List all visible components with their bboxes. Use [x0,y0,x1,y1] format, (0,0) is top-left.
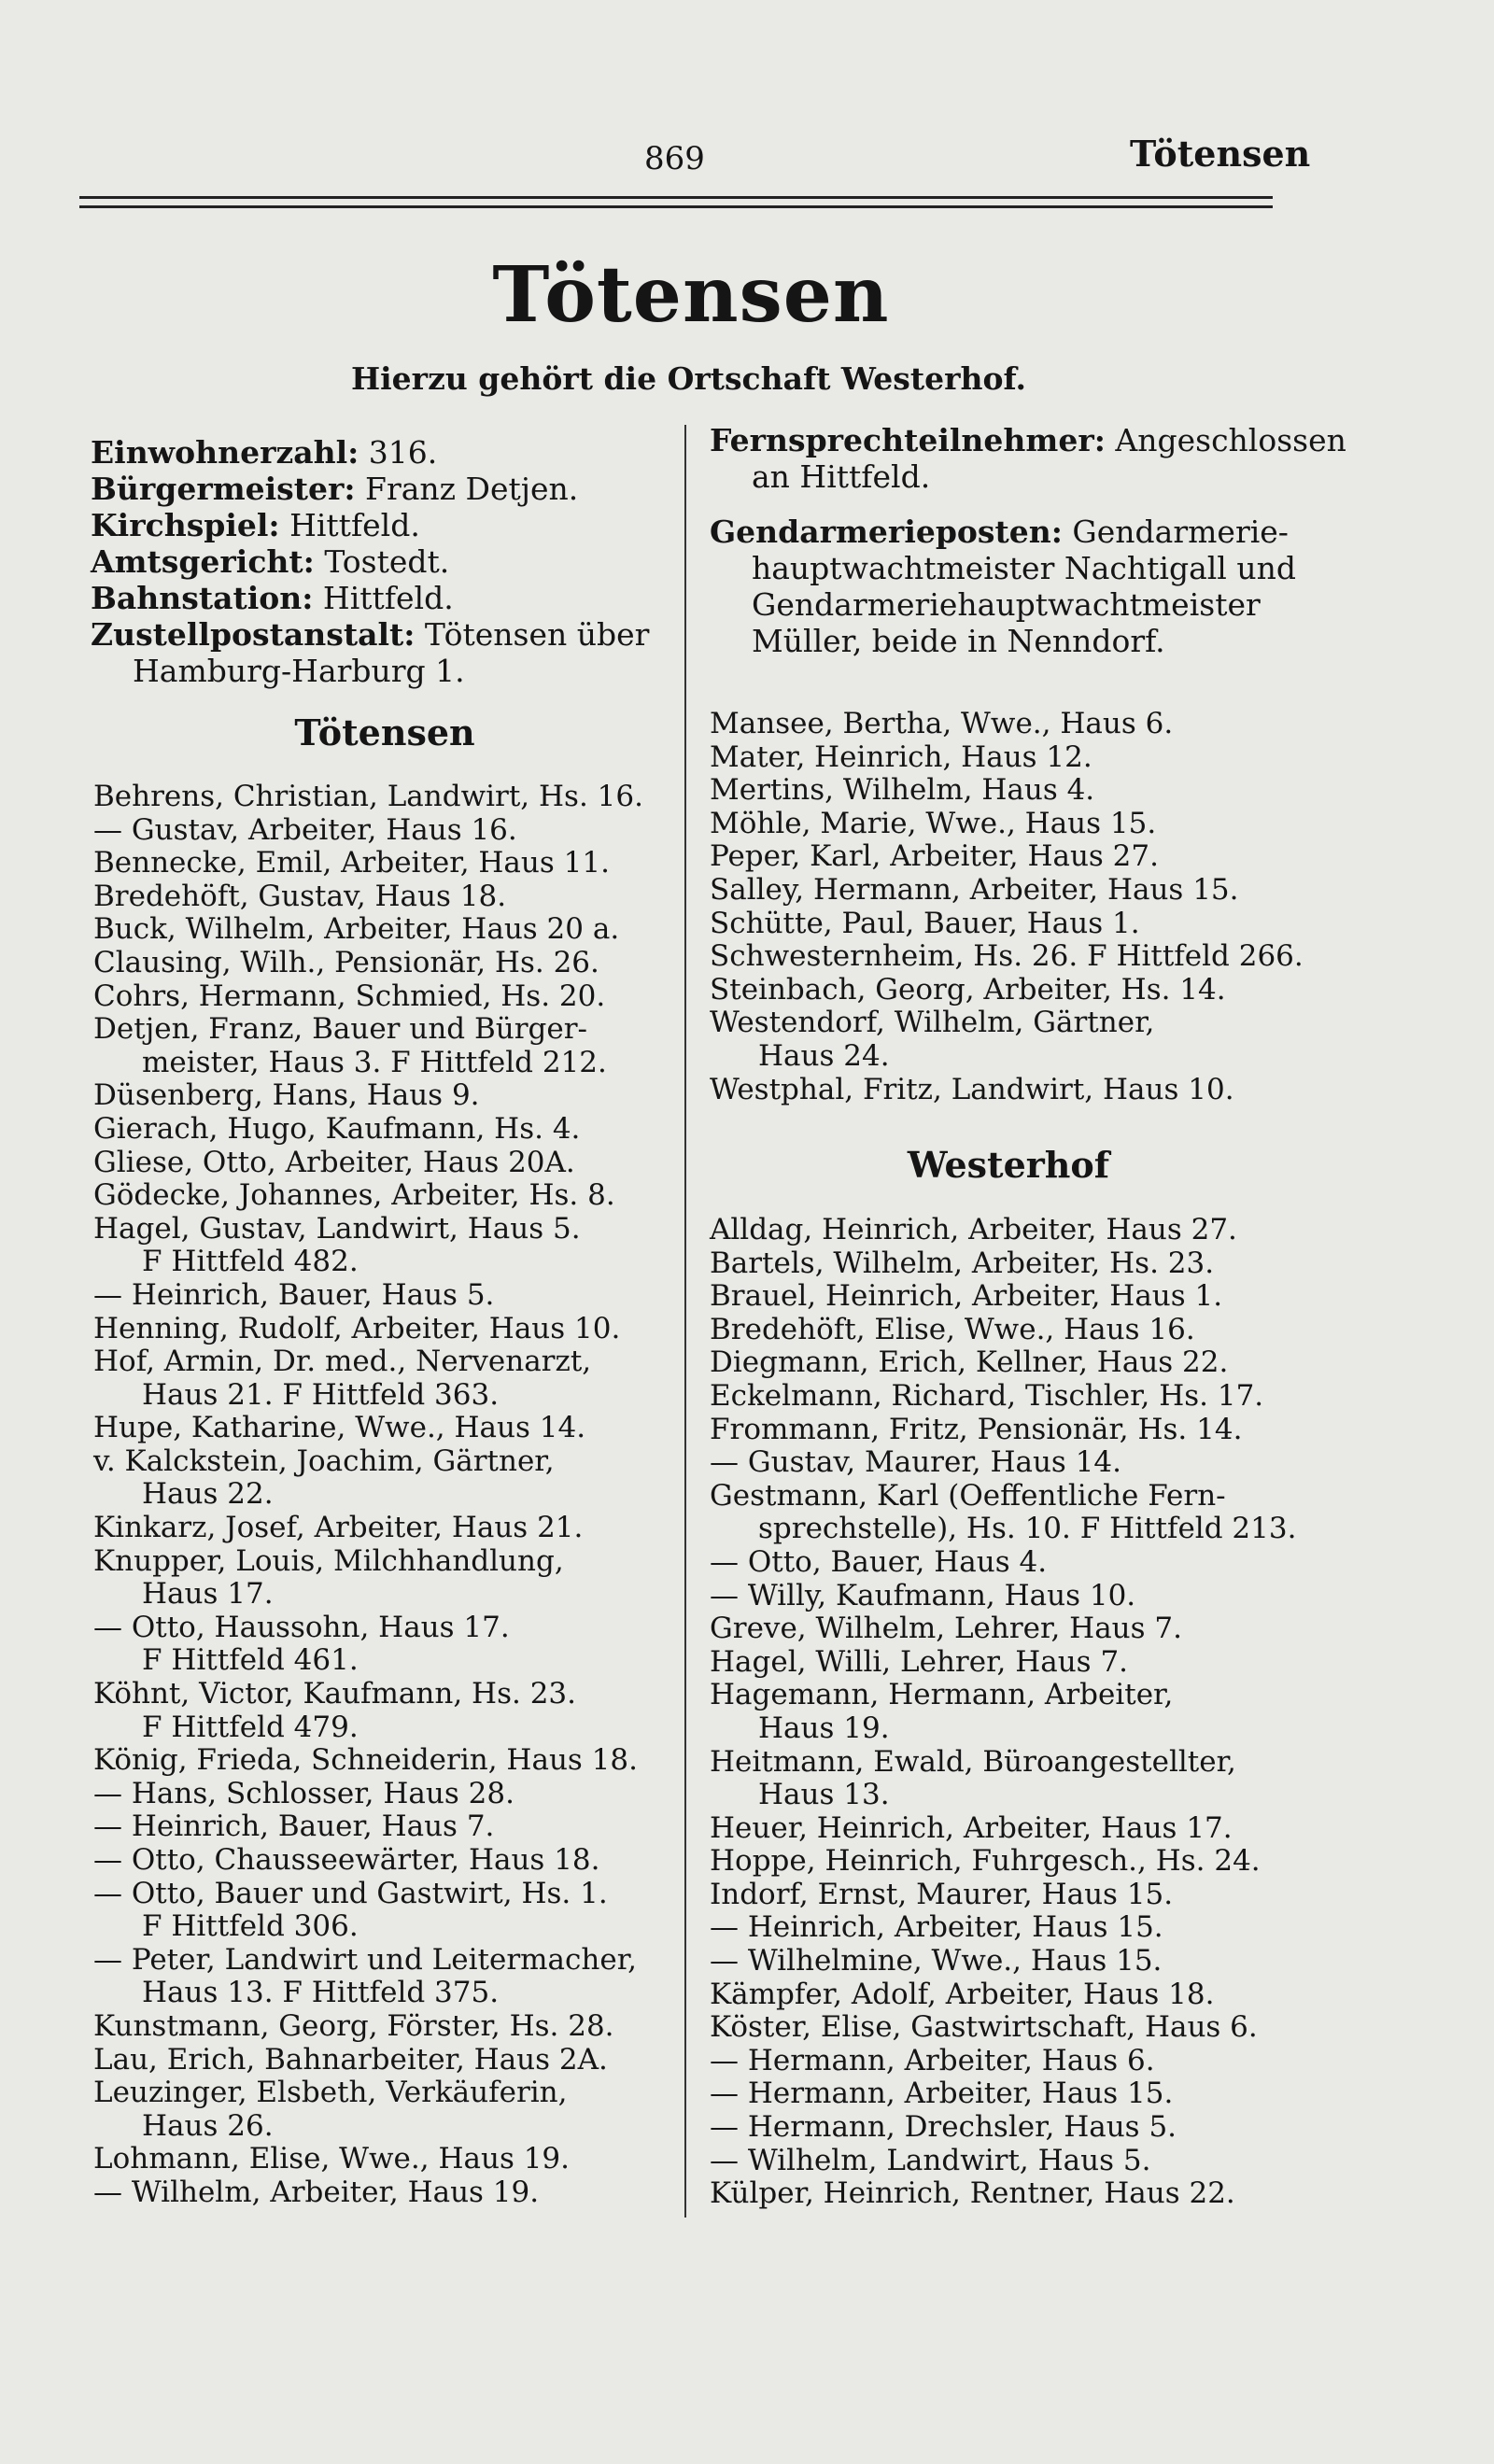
entry-text: — Otto, Haussohn, Haus 17. [93,1610,510,1644]
section-title-westerhof: Westerhof [907,1144,1110,1186]
info-row-gendarmerie-cont2: Gendarmeriehauptwachtmeister [752,586,1261,623]
list-item [93,1313,682,1346]
list-item [710,1480,1307,1546]
entry-text: Kinkarz, Josef, Arbeiter, Haus 21. [93,1511,584,1545]
list-item [710,808,1307,841]
info-row-gendarmerie-cont: hauptwachtmeister Nachtigall und [752,550,1296,586]
list-item [710,1812,1307,1846]
entry-text: Köster, Elise, Gastwirtschaft, Haus 6. [710,2010,1258,2045]
entry-text: Möhle, Marie, Wwe., Haus 15. [710,806,1157,840]
entry-text: Mater, Heinrich, Haus 12. [710,739,1092,774]
entry-text: Mertins, Wilhelm, Haus 4. [710,773,1095,808]
entry-text: Kirchspiel: [91,507,280,543]
list-item [93,2143,682,2176]
entry-text: Gierach, Hugo, Kaufmann, Hs. 4. [93,1111,581,1146]
list-item [93,1678,682,1744]
list-item [93,1512,682,1545]
list-item [710,1679,1307,1745]
list-item [710,2177,1307,2211]
header-rule-top [79,196,1273,199]
list-item [93,1445,682,1512]
column-divider [684,425,686,2218]
entry-text: Gendarmerieposten: [710,514,1063,550]
entry-text: Eckelmann, Richard, Tischler, Hs. 17. [710,1378,1264,1413]
list-item [93,1844,682,1878]
entry-text: — Hermann, Arbeiter, Haus 15. [710,2077,1174,2111]
entry-text: Alldag, Heinrich, Arbeiter, Haus 27. [710,1213,1237,1246]
entry-text: König, Frieda, Schneiderin, Haus 18. [93,1743,638,1778]
list-item [710,2077,1307,2111]
entry-text: Brauel, Heinrich, Arbeiter, Haus 1. [710,1279,1223,1314]
info-row-population [91,434,679,471]
list-item [93,880,682,914]
entry-text: Gödecke, Johannes, Arbeiter, Hs. 8. [93,1178,615,1213]
entry-text: Einwohnerzahl: [91,434,359,471]
entry-text: Mansee, Bertha, Wwe., Haus 6. [710,707,1174,740]
list-item [93,1612,682,1678]
list-item [710,774,1307,808]
entry-text: Westphal, Fritz, Landwirt, Haus 10. [710,1072,1234,1106]
entry-continuation: meister, Haus 3. F Hittfeld 212. [142,1045,607,1079]
entry-text: Greve, Wilhelm, Lehrer, Haus 7. [710,1612,1182,1646]
list-item [710,974,1307,1007]
info-row-post-office [91,616,679,653]
entry-text: Hagemann, Hermann, Arbeiter, [710,1678,1174,1712]
entry-text: Zustellpostanstalt: [91,616,416,653]
page-subtitle: Hierzu gehört die Ortschaft Westerhof. [350,360,1027,397]
list-item [710,1280,1307,1314]
list-item [710,874,1307,908]
entry-text: — Otto, Bauer und Gastwirt, Hs. 1. [93,1876,608,1910]
entry-text: Kämpfer, Adolf, Arbeiter, Haus 18. [710,1977,1215,2011]
entry-text: Gendarmerie- [1062,514,1289,550]
list-item [93,814,682,848]
entry-continuation: sprechstelle), Hs. 10. F Hittfeld 213. [758,1512,1297,1546]
list-item [710,1746,1307,1812]
entry-text: — Hans, Schlosser, Haus 28. [93,1776,514,1810]
list-item [710,1247,1307,1281]
entry-text: Bennecke, Emil, Arbeiter, Haus 11. [93,846,610,880]
entry-text: Hittfeld. [313,580,454,616]
entry-text: Buck, Wilhelm, Arbeiter, Haus 20 a. [93,912,620,947]
header-rule-bottom [79,205,1273,208]
entry-text: — Hermann, Arbeiter, Haus 6. [710,2043,1155,2077]
info-block-left [91,434,679,689]
entry-text: Clausing, Wilh., Pensionär, Hs. 26. [93,945,599,979]
entry-continuation: Haus 13. [758,1778,890,1812]
entry-text: Schütte, Paul, Bauer, Haus 1. [710,906,1140,940]
list-item [710,1911,1307,1945]
list-item [710,1879,1307,1912]
entry-text: Cohrs, Hermann, Schmied, Hs. 20. [93,979,606,1013]
entry-text: 316. [359,434,438,471]
info-row-mayor [91,471,679,507]
list-item [710,1314,1307,1347]
entry-text: Bredehöft, Elise, Wwe., Haus 16. [710,1312,1195,1346]
entry-text: — Willy, Kaufmann, Haus 10. [710,1578,1136,1612]
list-item [710,1446,1307,1480]
entry-text: Amtsgericht: [91,543,315,580]
entry-continuation: Haus 17. [142,1577,274,1612]
list-item [93,980,682,1014]
entry-continuation: Haus 22. [142,1477,274,1512]
entry-text: Hagel, Willi, Lehrer, Haus 7. [710,1644,1129,1679]
list-item [93,1079,682,1113]
list-item [710,2045,1307,2078]
entry-text: Behrens, Christian, Landwirt, Hs. 16. [93,780,643,813]
entry-text: Heuer, Heinrich, Arbeiter, Haus 17. [710,1810,1233,1845]
list-item [93,1878,682,1944]
list-item [93,781,682,814]
entry-text: Westendorf, Wilhelm, Gärtner, [710,1006,1155,1040]
entry-text: Indorf, Ernst, Maurer, Haus 15. [710,1877,1174,1911]
list-item [710,1580,1307,1613]
entry-text: Düsenberg, Hans, Haus 9. [93,1078,480,1113]
entry-text: — Gustav, Maurer, Haus 14. [710,1445,1121,1480]
info-row-post-office-cont: Hamburg-Harburg 1. [133,653,465,689]
entry-text: v. Kalckstein, Joachim, Gärtner, [93,1443,555,1478]
page-number: 869 [644,140,705,177]
list-item [710,1074,1307,1107]
resident-list-left [93,781,682,2210]
list-item [710,1845,1307,1879]
entry-text: — Otto, Chausseewärter, Haus 18. [93,1843,600,1877]
entry-text: Heitmann, Ewald, Büroangestellter, [710,1744,1236,1779]
list-item [93,1279,682,1313]
entry-text: Knupper, Louis, Milchhandlung, [93,1543,564,1578]
list-item [710,1646,1307,1680]
entry-text: Hittfeld. [279,507,420,543]
info-row-gendarmerie-cont3: Müller, beide in Nenndorf. [752,623,1165,659]
entry-text: Tostedt. [314,543,450,580]
entry-text: Leuzinger, Elsbeth, Verkäuferin, [93,2076,568,2110]
info-row-telephone [710,422,1346,458]
entry-text: — Heinrich, Bauer, Haus 5. [93,1277,495,1312]
entry-continuation: Haus 19. [758,1711,890,1745]
entry-text: Peper, Karl, Arbeiter, Haus 27. [710,839,1159,874]
entry-text: Angeschlossen [1105,422,1346,458]
entry-text: Hagel, Gustav, Landwirt, Haus 5. [93,1211,581,1246]
entry-text: Gestmann, Karl (Oeffentliche Fern- [710,1478,1226,1513]
info-row-telephone-cont: an Hittfeld. [752,458,931,495]
entry-text: Hupe, Katharine, Wwe., Haus 14. [93,1411,586,1445]
list-item [93,2010,682,2044]
entry-text: Bürgermeister: [91,471,356,507]
list-item [93,847,682,880]
entry-text: Bartels, Wilhelm, Arbeiter, Hs. 23. [710,1246,1215,1280]
list-item [710,2145,1307,2178]
entry-text: — Heinrich, Bauer, Haus 7. [93,1809,495,1844]
entry-continuation: Haus 26. [142,2108,274,2143]
list-item [710,1612,1307,1646]
entry-text: Frommann, Fritz, Pensionär, Hs. 14. [710,1412,1243,1446]
entry-text: Tötensen über [415,616,650,653]
entry-text: Detjen, Franz, Bauer und Bürger- [93,1012,588,1047]
list-item [710,2111,1307,2145]
entry-text: — Heinrich, Arbeiter, Haus 15. [710,1910,1163,1945]
running-header: Tötensen [1130,133,1311,175]
list-item [710,741,1307,775]
list-item [93,1179,682,1213]
entry-text: Kunstmann, Georg, Förster, Hs. 28. [93,2008,614,2043]
list-item [710,1346,1307,1380]
entry-text: Fernsprechteilnehmer: [710,422,1106,458]
entry-continuation: F Hittfeld 482. [142,1245,359,1279]
list-item [93,1147,682,1180]
entry-continuation: Haus 13. F Hittfeld 375. [142,1976,500,2010]
entry-text: — Wilhelmine, Wwe., Haus 15. [710,1944,1163,1978]
entry-text: Hoppe, Heinrich, Fuhrgesch., Hs. 24. [710,1844,1261,1879]
entry-text: Diegmann, Erich, Kellner, Haus 22. [710,1345,1229,1380]
entry-text: — Peter, Landwirt und Leitermacher, [93,1942,637,1977]
resident-list-westerhof [710,1214,1307,2211]
list-item [93,1412,682,1445]
list-item [710,840,1307,874]
entry-text: Salley, Hermann, Arbeiter, Haus 15. [710,872,1239,907]
entry-text: — Hermann, Drechsler, Haus 5. [710,2110,1177,2145]
entry-text: Bredehöft, Gustav, Haus 18. [93,879,507,913]
entry-text: — Gustav, Arbeiter, Haus 16. [93,812,517,847]
list-item [93,2077,682,2143]
list-item [710,1978,1307,2012]
list-item [93,1213,682,1279]
list-item [93,1944,682,2010]
list-item [710,1945,1307,1978]
list-item [710,1214,1307,1247]
entry-text: Külper, Heinrich, Rentner, Haus 22. [710,2176,1235,2211]
list-item [710,940,1307,974]
entry-continuation: F Hittfeld 479. [142,1710,359,1744]
list-item [710,1546,1307,1580]
list-item [93,2044,682,2077]
info-row-parish [91,507,679,543]
entry-text: Steinbach, Georg, Arbeiter, Hs. 14. [710,972,1226,1007]
entry-text: Bahnstation: [91,580,314,616]
entry-text: Lau, Erich, Bahnarbeiter, Haus 2A. [93,2042,608,2077]
list-item [93,1810,682,1844]
info-row-court [91,543,679,580]
entry-continuation: Haus 24. [758,1038,890,1073]
entry-continuation: Haus 21. F Hittfeld 363. [142,1377,500,1412]
entry-text: — Wilhelm, Landwirt, Haus 5. [710,2143,1151,2177]
list-item [93,1113,682,1147]
page-title: Tötensen [492,250,890,340]
entry-text: — Otto, Bauer, Haus 4. [710,1544,1048,1579]
list-item [93,1345,682,1412]
entry-text: Lohmann, Elise, Wwe., Haus 19. [93,2142,571,2176]
list-item [93,2176,682,2210]
list-item [93,947,682,980]
entry-text: Köhnt, Victor, Kaufmann, Hs. 23. [93,1677,576,1711]
entry-text: Franz Detjen. [355,471,579,507]
list-item [93,1545,682,1612]
list-item [710,1414,1307,1447]
list-item [710,708,1307,741]
list-item [93,1013,682,1079]
list-item [93,1778,682,1811]
resident-list-right [710,708,1307,1106]
entry-continuation: F Hittfeld 461. [142,1643,359,1678]
info-block-right [710,422,1346,659]
entry-text: Gliese, Otto, Arbeiter, Haus 20A. [93,1145,575,1179]
list-item [710,908,1307,941]
info-row-gendarmerie [710,514,1307,550]
entry-text: Hof, Armin, Dr. med., Nervenarzt, [93,1345,592,1379]
list-item [710,1380,1307,1414]
section-title-toetensen: Tötensen [294,711,475,753]
entry-text: — Wilhelm, Arbeiter, Haus 19. [93,2175,540,2209]
entry-text: Schwesternheim, Hs. 26. F Hittfeld 266. [710,939,1304,974]
list-item [710,2011,1307,2045]
list-item [710,1007,1307,1073]
entry-text: Henning, Rudolf, Arbeiter, Haus 10. [93,1311,621,1345]
list-item [93,913,682,947]
list-item [93,1744,682,1778]
info-row-station [91,580,679,616]
entry-continuation: F Hittfeld 306. [142,1909,359,1944]
